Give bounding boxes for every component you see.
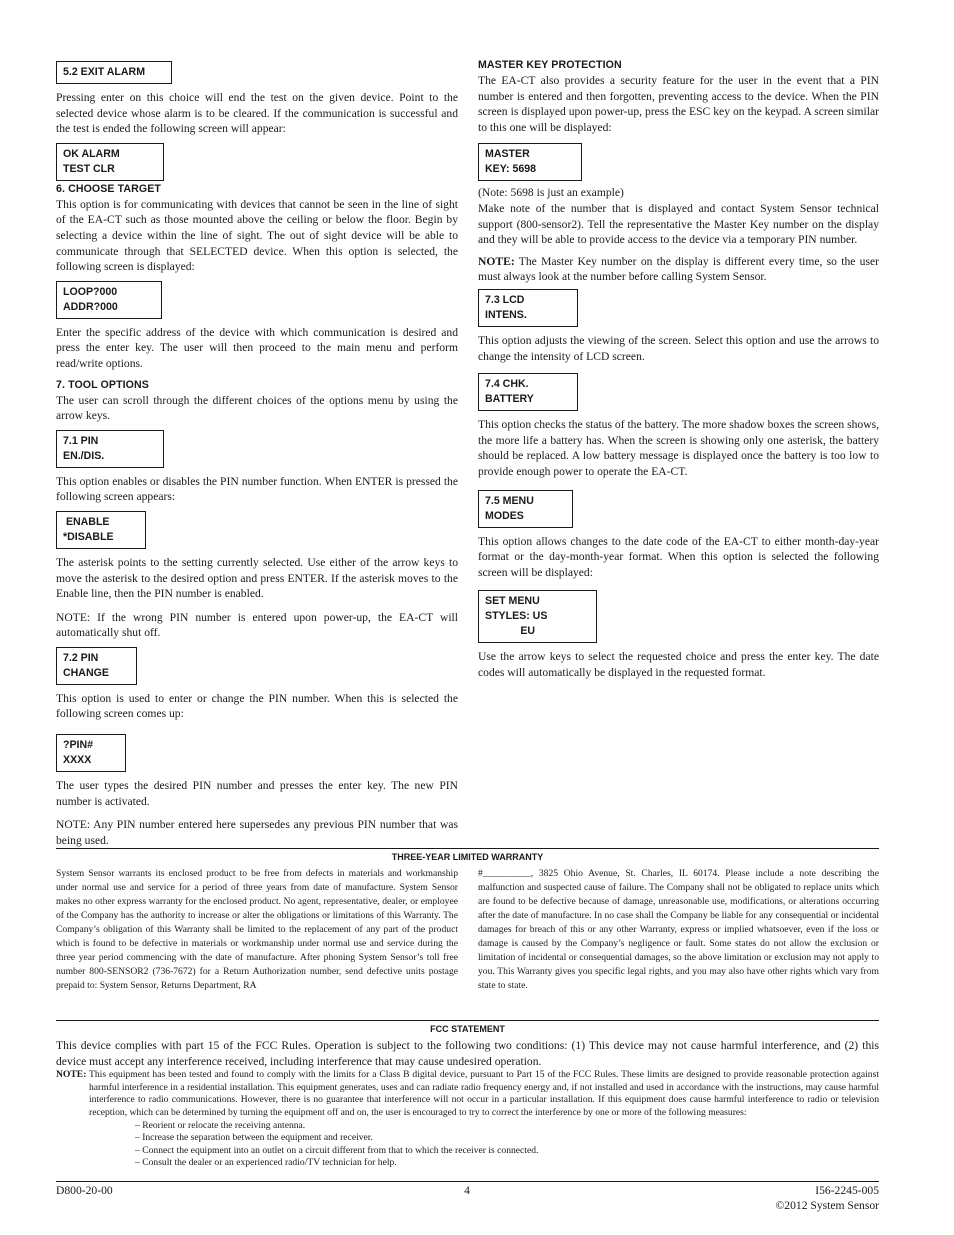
- pin-change-note: NOTE: Any PIN number entered here supersedes any previous PIN number that was being used.: [56, 818, 458, 847]
- lcd-line: BATTERY: [485, 393, 534, 406]
- fcc-rule: [56, 1020, 879, 1021]
- lcd-screen-ok-alarm: [56, 143, 164, 181]
- lcd-screen-chk-battery: [478, 373, 578, 411]
- lcd-line: *DISABLE: [63, 530, 114, 543]
- lcd-line: OK ALARM: [63, 147, 120, 160]
- lcd-line: ENABLE: [63, 515, 110, 528]
- pin-change-text: This option is used to enter or change the PIN number. When this is selected the following screen comes up:: [56, 691, 458, 721]
- left-column: [56, 58, 458, 854]
- pin-en-text: This option enables or disables the PIN number function. When ENTER is pressed the following screen appears:: [56, 474, 458, 504]
- chk-battery-text: This option checks the status of the battery. The more shadow boxes the screen shows, the more life a battery has. When the screen is showing only one asterisk, the battery should be replaced. A low battery message is displayed once the battery is too low to provide enough power to operate the EA-CT.: [478, 418, 879, 478]
- footer-page-number: 4: [464, 1184, 470, 1197]
- list-item: – Connect the equipment into an outlet on a circuit different from that to which the receiver is connected.: [135, 1144, 539, 1156]
- master-key-example-note: (Note: 5698 is just an example): [478, 186, 624, 200]
- lcd-line: XXXX: [63, 754, 92, 767]
- lcd-screen-pin-entry: [56, 734, 126, 772]
- footer-right: [679, 1183, 879, 1213]
- pin-change-text-2: The user types the desired PIN number and presses the enter key. The new PIN number is activated.: [56, 779, 458, 808]
- lcd-intens-text: This option adjusts the viewing of the screen. Select this option and use the arrows to change the intensity of LCD screen.: [478, 333, 879, 363]
- fcc-note-text: This equipment has been tested and found to comply with the limits for a Class B digital device, pursuant to Part 15 of the FCC Rules. These limits are designed to provide reasonable protection against harmful interference in a residential installation. This equipment generates, uses and can radiate radio frequency energy and, if not installed and used in accordance with the instructions, may cause harmful interference to radio communications. However, there is no guarantee that interference will not occur in a particular installation. If this equipment does cause harmful interference to radio or television reception, which can be determined by turning the equipment off and on, the user is encouraged to try to correct the interference by one or more of the following measures:: [89, 1069, 879, 1118]
- lcd-screen-set-menu: [478, 590, 597, 643]
- lcd-line: CHANGE: [63, 666, 109, 679]
- lcd-screen-lcd-intens: [478, 289, 578, 327]
- right-column: [478, 58, 879, 686]
- lcd-screen-pin-change: [56, 647, 137, 685]
- menu-modes-text-2: Use the arrow keys to select the requested choice and press the enter key. The date codes will automatically be displayed in the requested format.: [478, 650, 879, 679]
- footer-copyright: ©2012 System Sensor: [775, 1199, 879, 1212]
- footer-doc-code: D800-20-00: [56, 1184, 113, 1197]
- fcc-note-label: NOTE:: [56, 1069, 87, 1081]
- lcd-line: MASTER: [485, 148, 530, 161]
- master-key-note: [478, 254, 879, 285]
- lcd-line: 7.2 PIN: [63, 651, 99, 664]
- lcd-line: EN./DIS.: [63, 449, 105, 462]
- list-item: – Consult the dealer or an experienced radio/TV technician for help.: [135, 1157, 397, 1169]
- note-text: The Master Key number on the display is different every time, so the user must always look at the number before calling System Sensor.: [478, 254, 879, 284]
- tool-options-text: The user can scroll through the different choices of the options menu by using the arrow keys.: [56, 393, 458, 423]
- master-key-text-2: Make note of the number that is displayed and contact System Sensor technical support (800-sensor2). Tell the representative the Master Key number on the display and they will be able to provide access to the device via a temporary PIN number.: [478, 201, 879, 247]
- lcd-line: SET MENU: [485, 595, 540, 608]
- list-item: – Increase the separation between the equipment and receiver.: [135, 1132, 373, 1144]
- fcc-statement: [56, 1038, 879, 1170]
- choose-target-text-2: Enter the specific address of the device with which communication is desired and press the enter key. The user will then proceed to the main menu and perform read/write options.: [56, 325, 458, 370]
- lcd-screen-enable-disable: [56, 511, 146, 549]
- heading-master-key: MASTER KEY PROTECTION: [478, 59, 622, 71]
- lcd-screen-loop-addr: [56, 281, 162, 319]
- note-label: NOTE:: [478, 254, 515, 268]
- lcd-line: INTENS.: [485, 308, 527, 321]
- lcd-screen-menu-modes: [478, 490, 573, 528]
- lcd-line: 7.4 CHK.: [485, 378, 529, 391]
- fcc-note: [56, 1069, 879, 1119]
- warranty-text-left: System Sensor warrants its enclosed product to be free from defects in materials and workmanship under normal use and service for a period of three years from date of manufacture. System Sensor makes no other express warranty for the enclosed product. No agent, representative, dealer, or employee of the Company has the authority to increase or alter the obligations or limitations of this Warranty. The Company’s obligation of this Warranty shall be limited to the replacement of any part of the product which is found to be defective in materials or workmanship under normal use and service during the three year period commencing with the date of manufacture. After phoning System Sensor’s toll free number 800-SENSOR2 (736-7672) for a Return Authorization number, send defective units postage prepaid to: System Sensor, Returns Department, RA: [56, 868, 458, 991]
- lcd-screen-exit-alarm: [56, 61, 172, 84]
- pin-en-text-2: The asterisk points to the setting currently selected. Use either of the arrow keys to move the asterisk to the desired option and press ENTER. If the asterisk moves to the Enable line, then the PIN number is enabled.: [56, 555, 458, 601]
- heading-choose-target: 6. CHOOSE TARGET: [56, 182, 161, 195]
- lcd-line: KEY: 5698: [485, 163, 537, 176]
- menu-modes-text: This option allows changes to the date code of the EA-CT to either month-day-year format or the day-month-year format. When this option is selected the following screen will be displayed:: [478, 534, 879, 579]
- lcd-line: 5.2 EXIT ALARM: [63, 66, 146, 78]
- list-item: – Reorient or relocate the receiving antenna.: [135, 1119, 306, 1131]
- footer-part-number: I56-2245-005: [815, 1184, 879, 1197]
- fcc-measures-list: [56, 1120, 879, 1170]
- lcd-line: MODES: [485, 509, 524, 522]
- exit-alarm-text: Pressing enter on this choice will end the test on the given device. Point to the selected device whose alarm is to be cleared. If the communication is successful and the test is ended the following screen will appear:: [56, 91, 458, 136]
- lcd-line: STYLES: US: [485, 610, 548, 623]
- fcc-text: This device complies with part 15 of the FCC Rules. Operation is subject to the following two conditions: (1) This device may not cause harmful interference, and (2) this device must accept any interference received, including interference that may cause undesired operation.: [56, 1039, 879, 1068]
- pin-en-note: NOTE: If the wrong PIN number is entered upon power-up, the EA-CT will automatically shut off.: [56, 610, 458, 640]
- lcd-screen-master-key: [478, 143, 582, 181]
- footer-rule: [56, 1181, 879, 1182]
- fcc-title: FCC STATEMENT: [430, 1024, 505, 1034]
- warranty-title: THREE-YEAR LIMITED WARRANTY: [391, 852, 544, 862]
- warranty-text-right: #__________, 3825 Ohio Avenue, St. Charles, IL 60174. Please include a note describing the malfunction and suspected cause of failure. The Company shall not be obligated to replace units which are found to be defective because of damage, unreasonable use, modifications, or alterations occurring after the date of manufacture. In no case shall the Company be liable for any consequential or incidental damages for breach of this or any other Warranty, express or implied whatsoever, even if the loss or damage is caused by the Company’s negligence or fault. Some states do not allow the exclusion or limitation of incidental or consequential damages, so the above limitation or exclusion may not apply to you. This Warranty gives you specific legal rights, and you may also have other rights which vary from state to state.: [478, 868, 879, 991]
- lcd-line: 7.5 MENU: [485, 494, 534, 507]
- lcd-screen-pin-en: [56, 430, 164, 468]
- lcd-line: 7.3 LCD: [485, 293, 525, 306]
- lcd-line: LOOP?000: [63, 285, 118, 298]
- heading-tool-options: 7. TOOL OPTIONS: [56, 378, 149, 391]
- warranty-rule: [56, 848, 879, 849]
- lcd-line: ?PIN#: [63, 739, 94, 752]
- master-key-text: The EA-CT also provides a security feature for the user in the event that a PIN number is entered and then forgotten, preventing access to the device. When the PIN screen is displayed upon power-up, press the ESC key on the keypad. A screen similar to this one will be displayed:: [478, 74, 879, 134]
- choose-target-text: This option is for communicating with devices that cannot be seen in the line of sight of the EA-CT such as those mounted above the ceiling or below the floor. Begin by selecting a device within the line of sight. The out of sight device will be able to communicate through that SELECTED device. When this option is selected, the following screen is displayed:: [56, 197, 458, 274]
- lcd-line: EU: [485, 625, 536, 638]
- lcd-line: TEST CLR: [63, 162, 115, 175]
- lcd-line: 7.1 PIN: [63, 434, 99, 447]
- lcd-line: ADDR?000: [63, 300, 118, 313]
